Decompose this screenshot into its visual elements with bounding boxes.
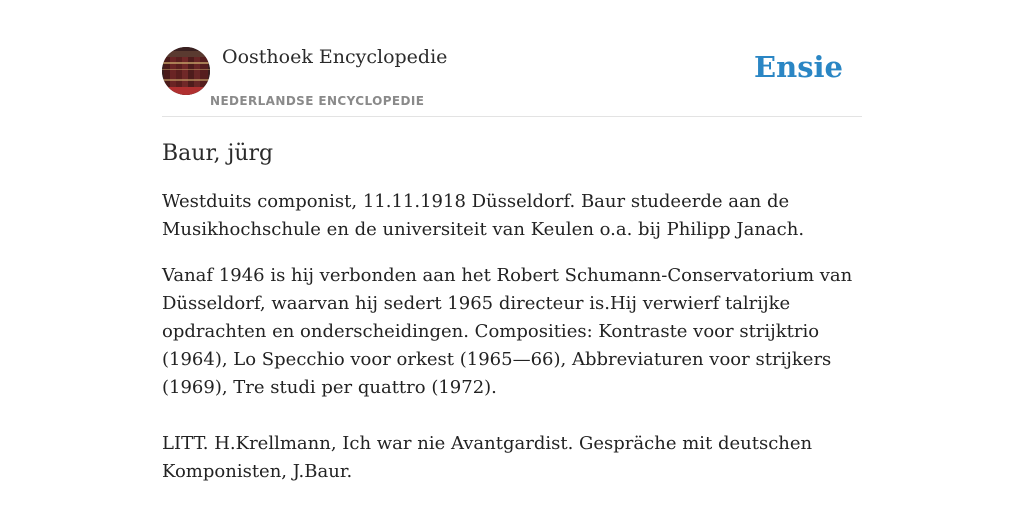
entry-title: Baur, jürg [162, 141, 274, 166]
site-title[interactable]: Oosthoek Encyclopedie [222, 46, 448, 68]
entry-literature: LITT. H.Krellmann, Ich war nie Avantgardist. Gespräche mit deutschen Komponisten, J.Baur. [162, 433, 813, 482]
paragraph-spacer [162, 402, 862, 430]
entry-paragraph: Vanaf 1946 is hij verbonden aan het Robert Schumann-Conservatorium van Düsseldorf, waarvan hij sedert 1965 directeur is.Hij verwierf talrijke opdrachten en onderscheidingen. Composities: Kontraste voor strijktrio (1964), Lo Specchio voor orkest (1965—66), Abbreviaturen voor strijkers (1969), Tre studi per quattro (1972). [162, 265, 853, 398]
entry-paragraph: Westduits componist, 11.11.1918 Düsseldorf. Baur studeerde aan de Musikhochschule en de universiteit van Keulen o.a. bij Philipp Janach. [162, 191, 805, 240]
brand-logo[interactable]: Ensie [754, 50, 843, 84]
books-icon [162, 47, 210, 95]
entry-content [162, 138, 862, 504]
site-subtitle: NEDERLANDSE ENCYCLOPEDIE [210, 94, 425, 108]
site-header [162, 46, 862, 117]
encyclopedia-books-avatar[interactable] [162, 47, 210, 95]
